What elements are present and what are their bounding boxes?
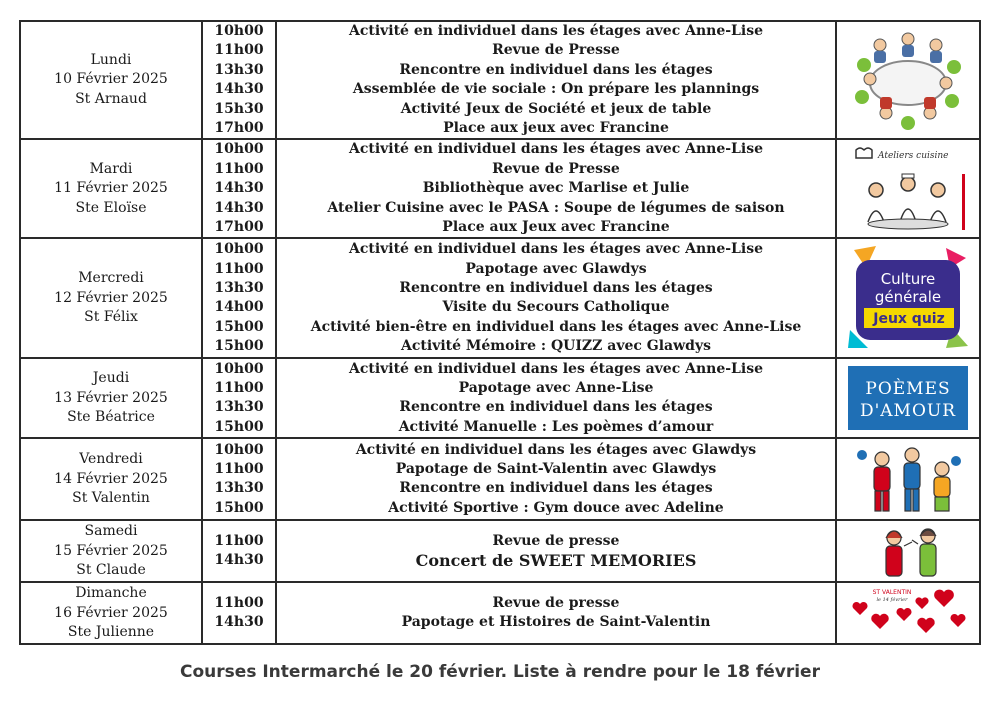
day-date: 11 Février 2025: [54, 180, 168, 197]
day-row-dimanche: [20, 582, 980, 644]
day-row-jeudi: [20, 358, 980, 438]
day-name: Mercredi: [78, 270, 144, 287]
times-cell: [202, 358, 276, 438]
cooking-caption: Ateliers cuisine: [878, 150, 949, 161]
activity: Rencontre en individuel dans les étages: [399, 399, 713, 416]
day-row-mardi: [20, 139, 980, 238]
activities-cell: [276, 520, 836, 582]
day-saint: Ste Eloïse: [75, 199, 147, 216]
activity: Activité en individuel dans les étages avec Anne-Lise: [348, 23, 764, 39]
activity: Revue de presse: [492, 533, 620, 550]
time: 11h00: [214, 160, 264, 177]
image-cell: [836, 438, 980, 520]
times-cell: [202, 139, 276, 238]
activity: Papotage de Saint-Valentin avec Glawdys: [395, 461, 717, 478]
day-cell: [20, 358, 202, 438]
activity: Atelier Cuisine avec le PASA : Soupe de légumes de saison: [327, 199, 785, 216]
image-cell: [836, 139, 980, 238]
time: 11h00: [214, 595, 264, 612]
quiz-subtitle: Jeux quiz: [873, 311, 945, 328]
time: 11h00: [214, 42, 264, 59]
gym-illustration: [846, 443, 970, 515]
day-saint: Ste Julienne: [67, 624, 155, 641]
image-cell: [836, 358, 980, 438]
day-row-samedi: [20, 520, 980, 582]
activity: Activité Mémoire : QUIZZ avec Glawdys: [401, 338, 711, 355]
time: 11h00: [214, 260, 264, 277]
image-cell: [836, 21, 980, 139]
day-row-lundi: [20, 21, 980, 139]
quiz-title-line1: Culture: [880, 270, 936, 289]
time: 10h00: [214, 441, 264, 458]
poems-title-line1: POÈMES: [865, 379, 951, 400]
day-saint: St Félix: [84, 309, 138, 326]
times-cell: [202, 582, 276, 644]
singers-illustration: [846, 524, 970, 578]
day-date: 10 Février 2025: [54, 71, 168, 88]
cooking-workshop-illustration: [846, 144, 970, 234]
activity: Activité en individuel dans les étages avec Glawdys: [355, 441, 757, 458]
day-saint: St Claude: [76, 562, 146, 579]
activity: Rencontre en individuel dans les étages: [399, 61, 713, 78]
time: 10h00: [214, 241, 264, 258]
time: 10h00: [214, 360, 264, 377]
activity: Activité en individuel dans les étages avec Anne-Lise: [348, 360, 764, 377]
time: 15h00: [214, 318, 264, 335]
times-cell: [202, 520, 276, 582]
love-poems-illustration: [846, 364, 970, 432]
time: 11h00: [214, 533, 264, 550]
day-date: 14 Février 2025: [54, 470, 168, 487]
activity: Papotage avec Glawdys: [465, 260, 647, 277]
quiz-title-line2: générale: [874, 288, 942, 307]
day-cell: [20, 438, 202, 520]
activity: Activité bien-être en individuel dans les étages avec Anne-Lise: [310, 318, 802, 335]
activity: Activité en individuel dans les étages avec Anne-Lise: [348, 141, 764, 158]
time: 11h00: [214, 461, 264, 478]
time: 14h30: [214, 199, 264, 216]
time: 11h00: [214, 380, 264, 397]
activities-cell: [276, 139, 836, 238]
activity: Activité en individuel dans les étages avec Anne-Lise: [348, 241, 764, 258]
activities-cell: [276, 438, 836, 520]
day-row-mercredi: [20, 238, 980, 358]
image-cell: [836, 582, 980, 644]
time: 13h30: [214, 480, 264, 497]
activity: Visite du Secours Catholique: [442, 299, 670, 316]
time: 14h30: [214, 81, 264, 98]
day-cell: [20, 520, 202, 582]
hearts-illustration: [846, 585, 970, 641]
day-cell: [20, 238, 202, 358]
time: 14h00: [214, 299, 264, 316]
time: 13h30: [214, 399, 264, 416]
activity: Rencontre en individuel dans les étages: [399, 280, 713, 297]
time: 15h00: [214, 338, 264, 355]
activity: Papotage et Histoires de Saint-Valentin: [401, 614, 711, 631]
day-row-vendredi: [20, 438, 980, 520]
time: 17h00: [214, 120, 264, 137]
day-cell: [20, 21, 202, 139]
image-cell: [836, 520, 980, 582]
time: 10h00: [214, 141, 264, 158]
activity: Place aux jeux avec Francine: [443, 120, 669, 137]
time: 15h00: [214, 499, 264, 516]
times-cell: [202, 21, 276, 139]
time: 14h30: [214, 614, 264, 631]
hearts-caption-line2: le 14 février: [876, 597, 908, 604]
activity: Papotage avec Anne-Lise: [458, 380, 654, 397]
meeting-table-illustration: [846, 27, 970, 133]
time: 15h00: [214, 418, 264, 435]
day-name: Dimanche: [75, 585, 147, 602]
activities-cell: [276, 582, 836, 644]
day-name: Mardi: [89, 160, 133, 177]
poems-title-line2: D'AMOUR: [859, 401, 957, 422]
activities-cell: [276, 21, 836, 139]
shopping-note: Courses Intermarché le 20 février. Liste à rendre pour le 18 février: [180, 662, 820, 682]
time: 13h30: [214, 280, 264, 297]
day-name: Vendredi: [79, 451, 143, 468]
activities-cell: [276, 238, 836, 358]
activity: Assemblée de vie sociale : On prépare les plannings: [352, 81, 760, 98]
image-cell: [836, 238, 980, 358]
activity: Activité Manuelle : Les poèmes d’amour: [398, 418, 714, 435]
day-name: Jeudi: [92, 370, 130, 387]
day-cell: [20, 139, 202, 238]
time: 15h30: [214, 100, 264, 117]
activity: Revue de Presse: [492, 42, 620, 59]
day-saint: St Valentin: [72, 490, 150, 507]
day-name: Lundi: [90, 51, 132, 68]
day-date: 12 Février 2025: [54, 289, 168, 306]
day-date: 15 Février 2025: [54, 542, 168, 559]
activity: Activité Sportive : Gym douce avec Adeline: [388, 499, 724, 516]
activity: Revue de Presse: [492, 160, 620, 177]
day-date: 16 Février 2025: [54, 604, 168, 621]
time: 17h00: [214, 219, 264, 236]
activity: Bibliothèque avec Marlise et Julie: [422, 180, 690, 197]
activity: Activité Jeux de Société et jeux de table: [400, 100, 712, 117]
time: 14h30: [214, 552, 264, 569]
times-cell: [202, 438, 276, 520]
day-saint: Ste Béatrice: [67, 409, 155, 426]
quiz-illustration: [846, 244, 970, 352]
schedule-table: [19, 20, 981, 645]
activity: Place aux Jeux avec Francine: [442, 219, 670, 236]
activity: Revue de presse: [492, 595, 620, 612]
day-saint: St Arnaud: [75, 90, 147, 107]
time: 14h30: [214, 180, 264, 197]
day-cell: [20, 582, 202, 644]
activities-cell: [276, 358, 836, 438]
time: 10h00: [214, 23, 264, 39]
activity: Rencontre en individuel dans les étages: [399, 480, 713, 497]
day-name: Samedi: [84, 523, 138, 540]
day-date: 13 Février 2025: [54, 389, 168, 406]
activity: Concert de SWEET MEMORIES: [415, 551, 697, 571]
hearts-caption-line1: ST VALENTIN: [872, 589, 912, 597]
time: 13h30: [214, 61, 264, 78]
times-cell: [202, 238, 276, 358]
